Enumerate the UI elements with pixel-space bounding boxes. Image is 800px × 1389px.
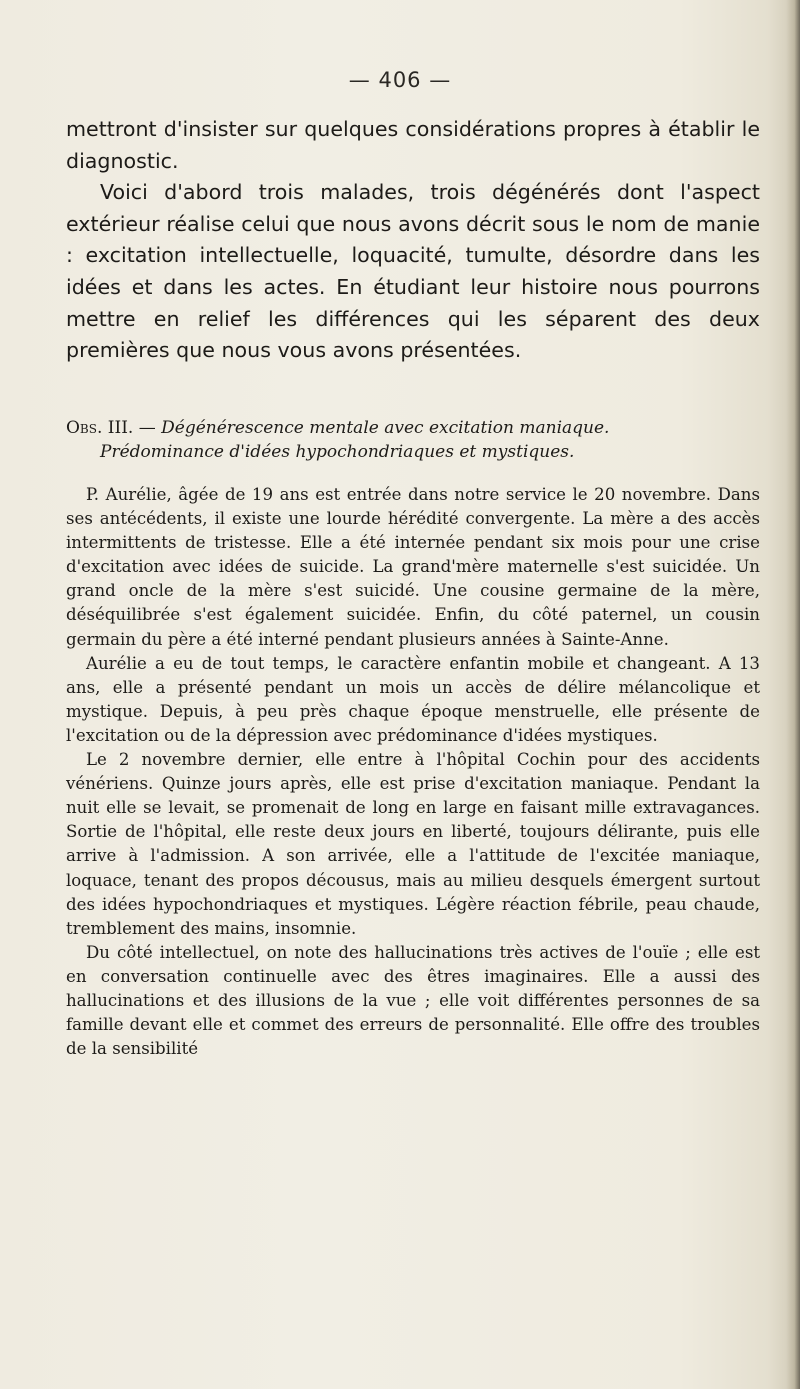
observation-paragraph-3: Le 2 novembre dernier, elle entre à l'hôpital Cochin pour des accidents vénériens. Quinze jours après, elle est prise d'excitation maniaque. Pendant la nuit elle se levait, se promenait de long en large en faisant mille extravagances. Sortie de l'hôpital, elle reste deux jours en liberté, toujours délirante, puis elle arrive à l'admission. A son arrivée, elle a l'attitude de l'excitée maniaque, loquace, tenant des propos décousus, mais au milieu desquels émergent surtout des idées hypochondriaques et mystiques. Légère réaction fébrile, peau chaude, tremblement des mains, insomnie. xyxy=(66,750,760,938)
observation-text xyxy=(66,483,760,1061)
observation-paragraph-1: P. Aurélie, âgée de 19 ans est entrée dans notre service le 20 novembre. Dans ses antécédents, il existe une lourde hérédité convergente. La mère a des accès intermittents de tristesse. Elle a été internée pendant six mois pour une crise d'excitation avec idées de suicide. La grand'mère maternelle s'est suicidée. Un grand oncle de la mère s'est suicidé. Une cousine germaine de la mère, déséquilibrée s'est également suicidée. Enfin, du côté paternel, un cousin germain du père a été interné pendant plusieurs années à Sainte-Anne. xyxy=(66,485,760,649)
intro-paragraph-2: Voici d'abord trois malades, trois dégénérés dont l'aspect extérieur réalise celui que nous avons décrit sous le nom de manie : excitation intellectuelle, loquacité, tumulte, désordre dans les idées et dans les actes. En étudiant leur histoire nous pourrons mettre en relief les différences qui les séparent des deux premières que nous vous avons présentées. xyxy=(66,180,760,363)
observation-dash: — xyxy=(133,418,162,438)
observation-paragraph-4: Du côté intellectuel, on note des hallucinations très actives de l'ouïe ; elle est en conversation continuelle avec des êtres imaginaires. Elle a aussi des hallucinations et des illusions de la vue ; elle voit différentes personnes de sa famille devant elle et commet des erreurs de personnalité. Elle offre des troubles de la sensibilité xyxy=(66,942,760,1059)
page-edge-shadow xyxy=(786,0,800,1389)
intro-paragraph-1: mettront d'insister sur quelques considérations propres à établir le diagnostic. xyxy=(66,117,760,173)
intro-text xyxy=(66,114,760,367)
observation-heading xyxy=(66,416,760,464)
observation-title: Dégénérescence mentale avec excitation maniaque. xyxy=(161,418,610,438)
observation-label: Obs. III. xyxy=(66,418,134,438)
page-number: — 406 — xyxy=(348,68,452,92)
observation-subtitle: Prédominance d'idées hypochondriaques et mystiques. xyxy=(100,442,575,462)
observation-paragraph-2: Aurélie a eu de tout temps, le caractère enfantin mobile et changeant. A 13 ans, elle a présenté pendant un mois un accès de délire mélancolique et mystique. Depuis, à peu près chaque époque menstruelle, elle présente de l'excitation ou de la dépression avec prédominance d'idées mystiques. xyxy=(66,653,760,745)
